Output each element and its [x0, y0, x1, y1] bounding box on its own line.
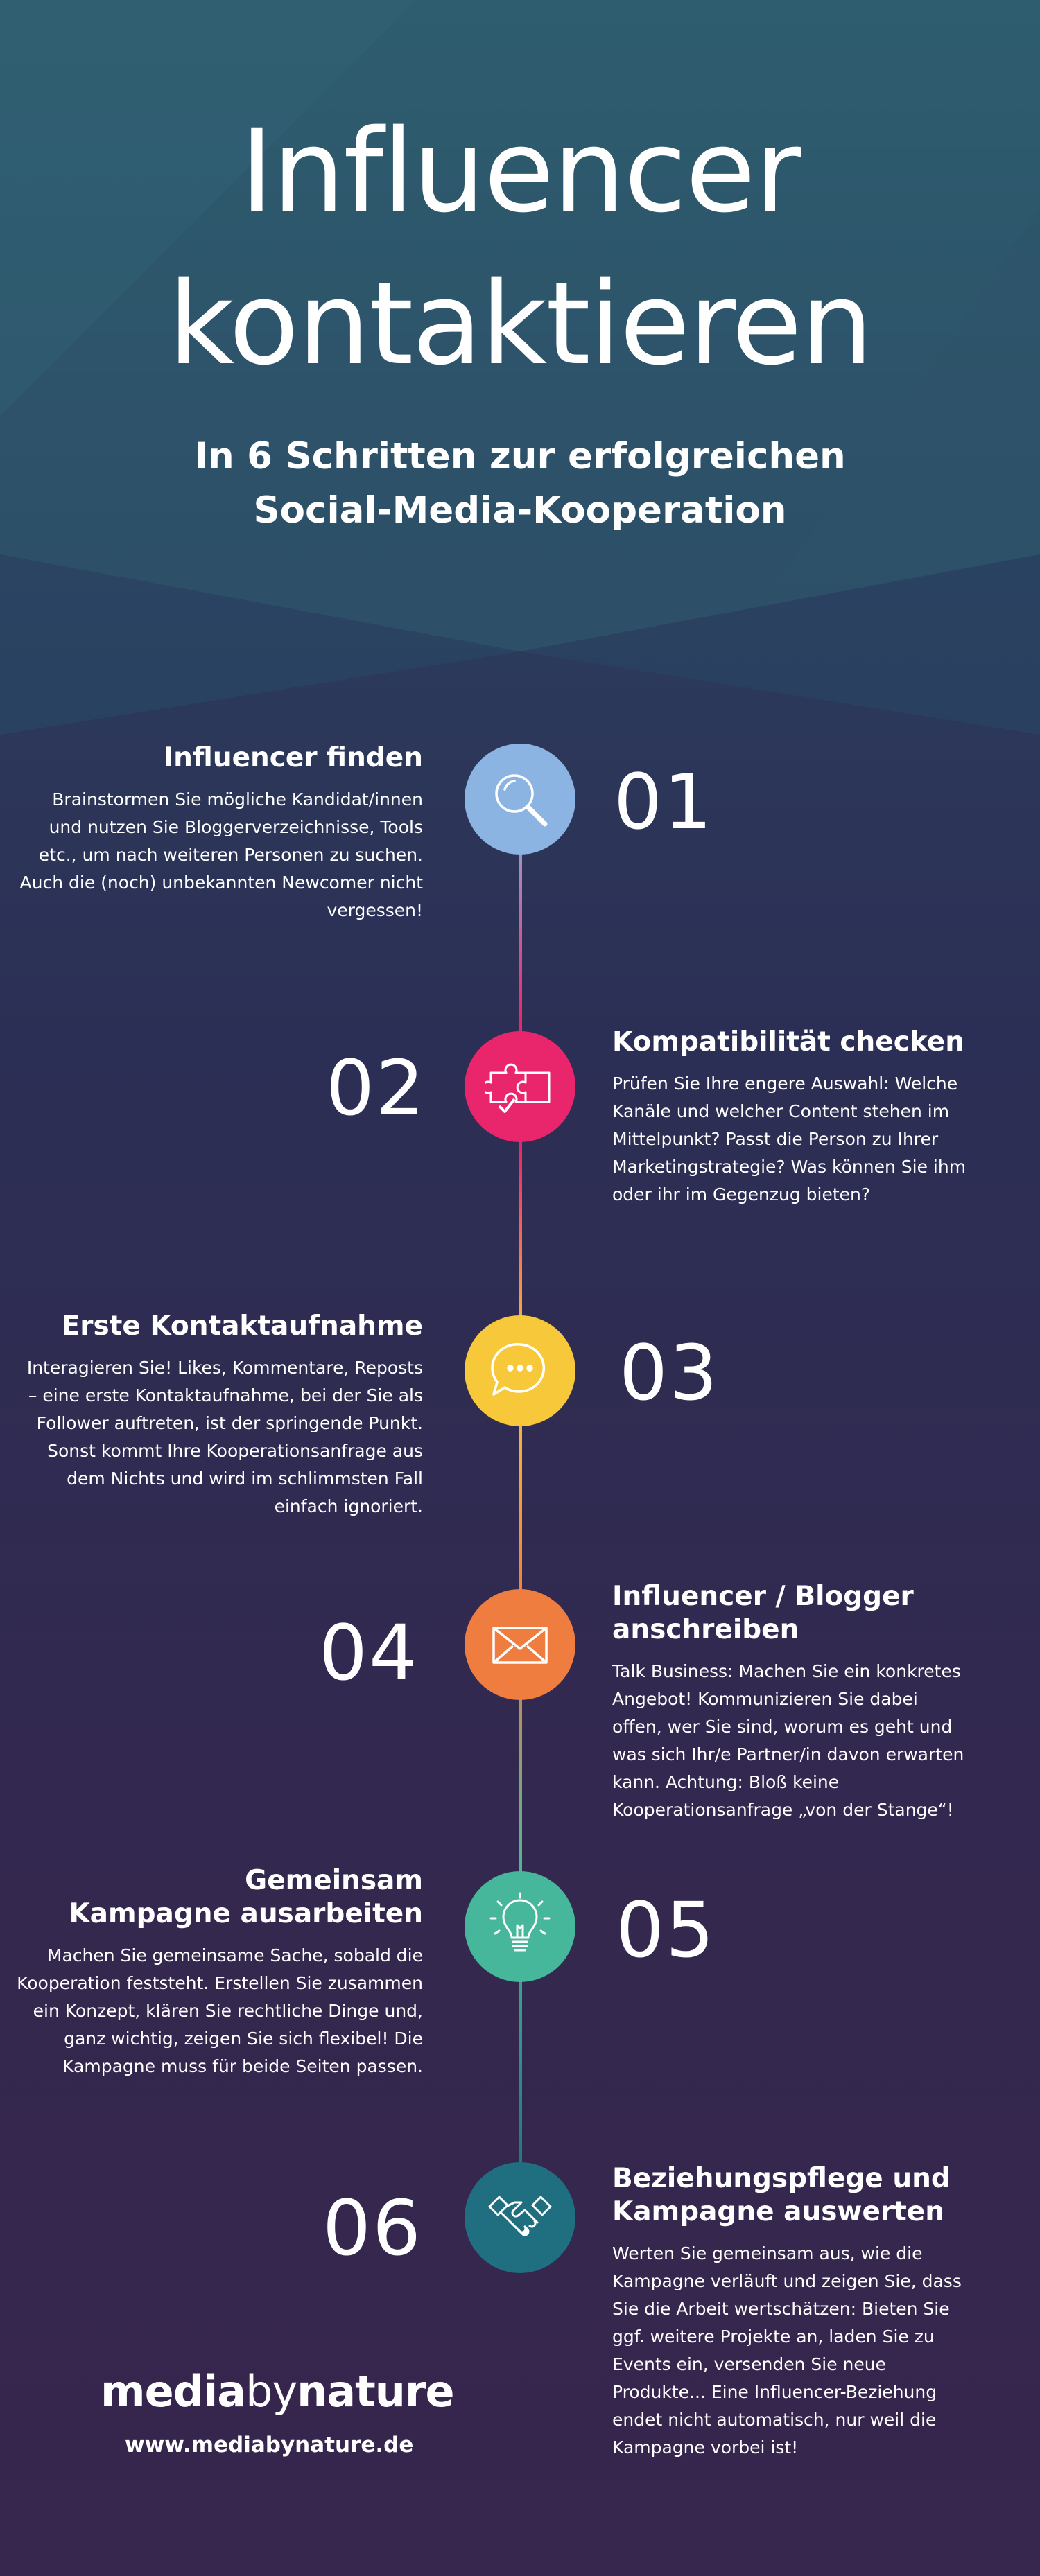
subtitle-line2: Social-Media-Kooperation	[253, 489, 787, 532]
step-3-number: 03	[619, 1329, 719, 1417]
handshake-icon	[485, 2183, 555, 2252]
step-4-title	[612, 1580, 973, 1647]
step-6-node	[465, 2162, 575, 2273]
logo-part-nature: nature	[297, 2366, 454, 2417]
step-6-title	[612, 2162, 973, 2229]
step-4-text-block	[612, 1580, 973, 1824]
step-5-title	[14, 1864, 423, 1931]
step-2-node	[465, 1031, 575, 1142]
step-5-description: Machen Sie gemeinsame Sache, sobald die Kooperation feststeht. Erstellen Sie zusammen ein Konzept, klären Sie rechtliche Dinge und, ganz wichtig, zeigen Sie sich flexibel! Die Kampagne muss für beide Seiten passen.	[17, 1945, 423, 2076]
step-4-title-line1: Influencer / Blogger	[612, 1581, 914, 1612]
step-1-title: Influencer finden	[163, 742, 423, 773]
step-6-number: 06	[322, 2184, 422, 2272]
step-5-node	[465, 1871, 575, 1982]
step-3-description: Interagieren Sie! Likes, Kommentare, Reposts – eine erste Kontaktaufnahme, bei der Sie als Follower auftreten, ist der springende Punkt. Sonst kommt Ihre Kooperationsanfrage aus dem Nichts und wird im schlimmsten Fall einfach ignoriert.	[26, 1358, 423, 1516]
step-5-number: 05	[616, 1886, 716, 1974]
step-1-number: 01	[614, 757, 713, 846]
page-title-line1: Influencer	[240, 105, 800, 238]
step-3-node	[465, 1315, 575, 1426]
envelope-icon	[485, 1610, 555, 1679]
step-2-title: Kompatibilität checken	[612, 1026, 964, 1058]
step-4-description: Talk Business: Machen Sie ein konkretes Angebot! Kommunizieren Sie dabei offen, wer Sie sind, worum es geht und was sich Ihr/e Partner/in davon erwarten kann. Achtung: Bloß keine Kooperationsanfrage „von der Stange“!	[612, 1661, 964, 1820]
step-1-node	[465, 744, 575, 855]
step-6-description: Werten Sie gemeinsam aus, wie die Kampagne verläuft und zeigen Sie, dass Sie die Arbeit wertschätzen: Bieten Sie ggf. weitere Projekte an, laden Sie zu Events ein, versenden Sie neue Produkte... Eine Influencer-Beziehung endet nicht automatisch, nur weil die Kampagne vorbei ist!	[612, 2243, 962, 2457]
step-6-title-line1: Beziehungspflege und	[612, 2163, 951, 2194]
subtitle-line1: In 6 Schritten zur erfolgreichen	[194, 435, 846, 477]
logo-part-media: media	[101, 2366, 246, 2417]
step-4-node	[465, 1589, 575, 1700]
step-2-description: Prüfen Sie Ihre engere Auswahl: Welche Kanäle und welcher Content stehen im Mittelpunkt? Passt die Person zu Ihrer Marketingstrategie? Was können Sie ihm oder ihr im Gegenzug bieten?	[612, 1074, 967, 1204]
step-1-description: Brainstormen Sie mögliche Kandidat/innen und nutzen Sie Bloggerverzeichnisse, Tools etc., um nach weiteren Personen zu suchen. Auch die (noch) unbekannten Newcomer nicht vergessen!	[19, 789, 423, 920]
page-title-line2: kontaktieren	[168, 257, 872, 390]
website-link[interactable]: www.mediabynature.de	[125, 2433, 414, 2457]
step-6-title-line2: Kampagne auswerten	[612, 2196, 944, 2227]
step-1-text-block	[14, 742, 423, 925]
step-3-text-block	[14, 1310, 423, 1521]
step-4-title-line2: anschreiben	[612, 1614, 799, 1645]
step-3-title: Erste Kontaktaufnahme	[61, 1311, 423, 1342]
step-2-text-block	[612, 1026, 973, 1209]
magnifier-icon	[485, 764, 555, 834]
step-5-title-line2: Kampagne ausarbeiten	[69, 1898, 423, 1929]
step-2-number: 02	[326, 1044, 426, 1132]
lightbulb-icon	[485, 1892, 555, 1961]
brand-logo	[101, 2366, 454, 2417]
step-6-text-block	[612, 2162, 973, 2462]
step-5-text-block	[14, 1864, 423, 2080]
chat-bubble-icon	[485, 1336, 555, 1405]
step-5-title-line1: Gemeinsam	[245, 1865, 423, 1896]
puzzle-icon	[485, 1052, 555, 1121]
timeline-line	[519, 800, 522, 2193]
step-4-number: 04	[319, 1609, 419, 1697]
logo-part-by: by	[245, 2366, 297, 2417]
